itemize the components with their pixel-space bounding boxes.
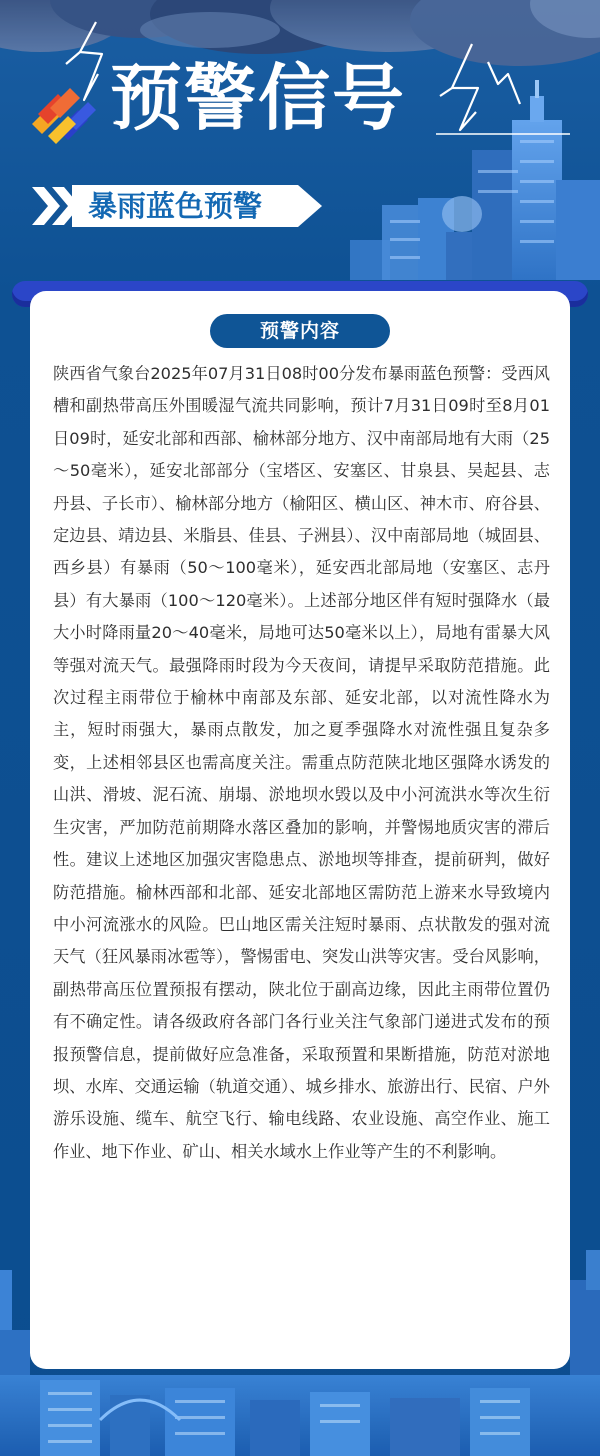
warning-subtitle: 暴雨蓝色预警 — [88, 189, 263, 223]
meteorological-logo — [28, 84, 100, 148]
page-title: 预警信号 — [110, 56, 407, 140]
warning-content-text: 陕西省气象台2025年07月31日08时00分发布暴雨蓝色预警：受西风槽和副热带高压外围暖湿气流共同影响，预计7月31日09时至8月01日09时，延安北部和西部、榆林部分地方、汉中南部局地有大雨（25～50毫米），延安北部部分（宝塔区、安塞区、甘泉县、吴起县、志丹县、子长市）、榆林部分地方（榆阳区、横山区、神木市、府谷县、定边县、靖边县、米脂县、佳县、子洲县）、汉中南部局地（城固县、西乡县）有暴雨（50～100毫米），延安西北部局地（安塞区、志丹县）有大暴雨（100～120毫米）。上述部分地区伴有短时强降水（最大小时降雨量20～40毫米，局地可达50毫米以上），局地有雷暴大风等强对流天气。最强降雨时段为今天夜间，请提早采取防范措施。此次过程主雨带位于榆林中南部及东部、延安北部，以对流性降水为主，短时雨强大，暴雨点散发，加之夏季强降水对流性强且复杂多变，上述相邻县区也需高度关注。需重点防范陕北地区强降水诱发的山洪、滑坡、泥石流、崩塌、淤地坝水毁以及中小河流洪水等次生衍生灾害，严加防范前期降水落区叠加的影响，并警惕地质灾害的滞后性。建议上述地区加强灾害隐患点、淤地坝等排查，提前研判，做好防范措施。榆林西部和北部、延安北部地区需防范上游来水导致境内中小河流涨水的风险。巴山地区需关注短时暴雨、点状散发的强对流天气（狂风暴雨冰雹等），警惕雷电、突发山洪等灾害。受台风影响，副热带高压位置预报有摆动，陕北位于副高边缘，因此主雨带位置仍有不确定性。请各级政府各部门各行业关注气象部门递进式发布的预报预警信息，提前做好应急准备，采取预置和果断措施，防范对淤地坝、水库、交通运输（轨道交通）、城乡排水、旅游出行、民宿、户外游乐设施、缆车、航空飞行、输电线路、农业设施、高空作业、施工作业、地下作业、矿山、相关水域水上作业等产生的不利影响。 — [53, 364, 550, 1161]
card-heading-pill: 预警内容 — [210, 314, 390, 348]
